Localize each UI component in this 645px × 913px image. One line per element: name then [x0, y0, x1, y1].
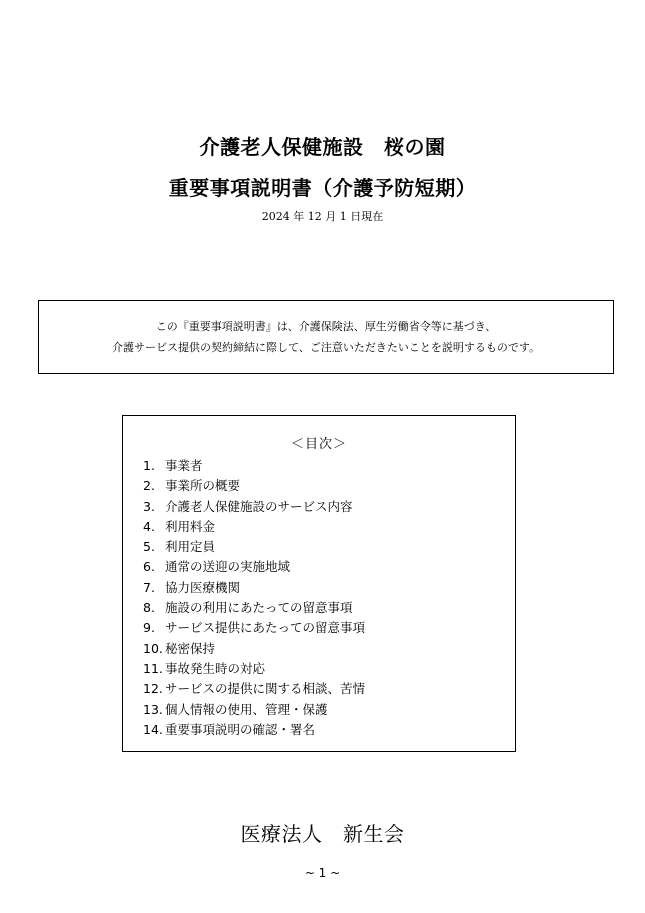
toc-item-number: 7.: [143, 579, 155, 595]
toc-list: [143, 456, 365, 740]
notice-box: [38, 300, 614, 374]
toc-item-label: 個人情報の使用、管理・保護: [165, 701, 328, 717]
page-number: ~ 1 ~: [304, 866, 341, 880]
toc-item-number: 3.: [143, 498, 155, 514]
table-of-contents: [122, 415, 516, 752]
organization-name: 医療法人 新生会: [240, 822, 405, 846]
toc-item-number: 6.: [143, 559, 155, 575]
toc-item-label: 事業者: [165, 458, 203, 473]
toc-item-label: サービスの提供に関する相談、苦情: [165, 681, 366, 697]
toc-item-number: 10.: [143, 640, 163, 656]
toc-item: [143, 679, 365, 699]
toc-item-label: 協力医療機関: [165, 579, 241, 595]
toc-item: [143, 557, 365, 577]
toc-item-label: 利用定員: [165, 539, 216, 555]
toc-item-number: 4.: [143, 518, 155, 534]
toc-item-number: 8.: [143, 600, 155, 616]
toc-heading: ＜目次＞: [290, 437, 347, 452]
toc-item-number: 1.: [143, 458, 155, 473]
notice-line-2: 介護サービス提供の契約締結に際して、ご注意いただきたいことを説明するものです。: [112, 341, 540, 354]
toc-item-number: 13.: [143, 701, 163, 717]
toc-item-label: 事故発生時の対応: [165, 660, 266, 676]
toc-item-number: 2.: [143, 478, 155, 494]
toc-item: [143, 517, 365, 537]
toc-item-number: 9.: [143, 620, 155, 636]
toc-item: [143, 456, 365, 476]
toc-item-label: サービス提供にあたっての留意事項: [165, 620, 366, 636]
as-of-date: 2024 年 12 月 1 日現在: [261, 210, 384, 223]
toc-item: [143, 659, 365, 679]
toc-item: [143, 700, 365, 720]
toc-item-number: 14.: [143, 721, 163, 737]
toc-item-label: 通常の送迎の実施地域: [165, 559, 291, 575]
toc-item: [143, 618, 365, 638]
toc-item-number: 11.: [143, 660, 163, 676]
toc-item: [143, 639, 365, 659]
toc-item-label: 事業所の概要: [165, 478, 241, 494]
toc-item: [143, 720, 365, 740]
facility-title: 介護老人保健施設 桜の園: [199, 135, 446, 159]
document-title: 重要事項説明書（介護予防短期）: [168, 176, 477, 200]
toc-item-number: 5.: [143, 539, 155, 555]
toc-item-label: 介護老人保健施設のサービス内容: [165, 498, 353, 514]
toc-item-number: 12.: [143, 681, 163, 697]
toc-item-label: 利用料金: [165, 518, 216, 534]
notice-line-1: この『重要事項説明書』は、介護保険法、厚生労働省令等に基づき、: [155, 320, 497, 333]
toc-item-label: 秘密保持: [165, 640, 216, 656]
toc-item-label: 重要事項説明の確認・署名: [165, 721, 316, 737]
toc-item: [143, 537, 365, 557]
toc-item: [143, 497, 365, 517]
toc-item: [143, 598, 365, 618]
toc-item: [143, 578, 365, 598]
toc-item-label: 施設の利用にあたっての留意事項: [165, 600, 353, 616]
toc-item: [143, 476, 365, 496]
